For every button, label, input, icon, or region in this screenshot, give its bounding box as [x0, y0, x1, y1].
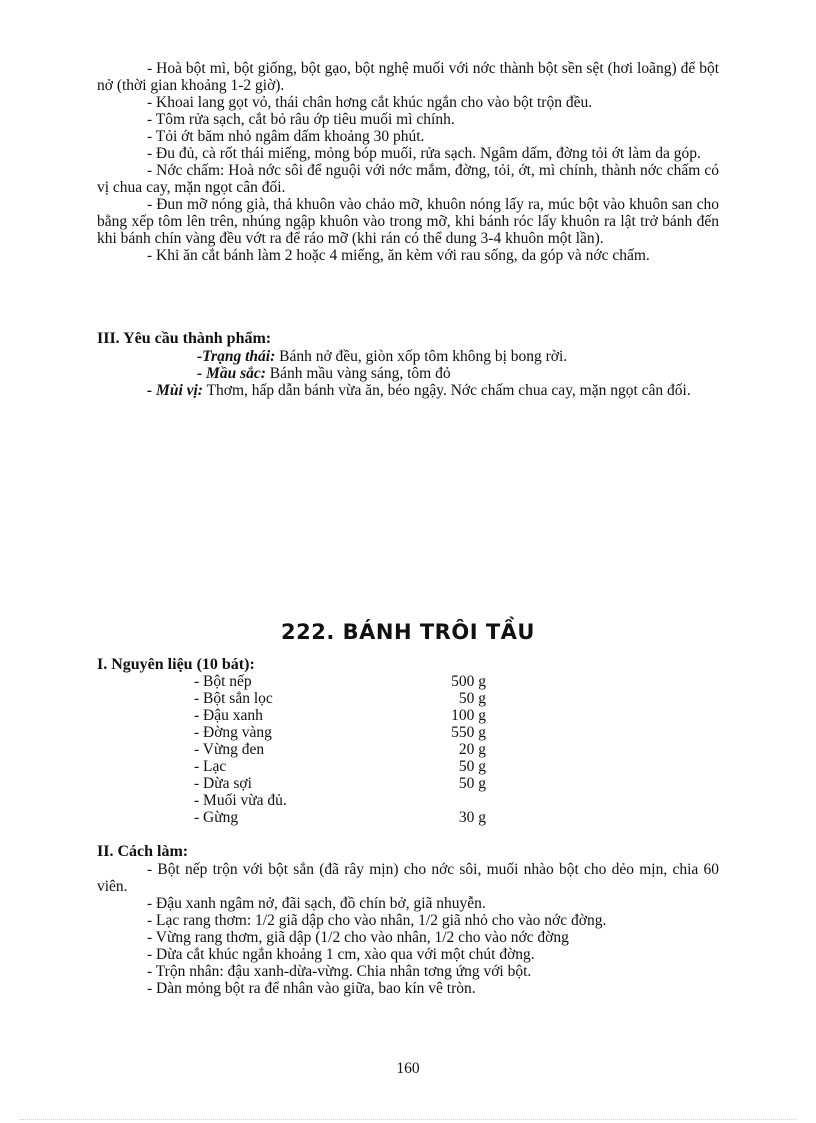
method-step: - Dàn mỏng bột ra để nhân vào giữa, bao kín vê tròn. [147, 980, 476, 997]
step-paragraph: - Đun mỡ nóng già, thả khuôn vào chảo mỡ, khuôn nóng lấy ra, múc bột vào khuôn san cho bằng xếp tôm lên trên, nhúng ngập khuôn vào trong mỡ, khi bánh róc lấy khuôn ra lật trở bánh đến khi bánh chín vàng đều vớt ra để ráo mỡ (khi rán có thể dung 3-4 khuôn một lần). [97, 196, 719, 247]
ingredient-qty: 50 g [458, 758, 486, 775]
ingredient-name: - Dừa sợi [194, 775, 252, 792]
recipe-title: 222. BÁNH TRÔI TẦU [281, 620, 535, 644]
ingredient-row [194, 724, 494, 741]
method-step: - Đậu xanh ngâm nở, đãi sạch, đồ chín bở, giã nhuyễn. [147, 895, 486, 912]
requirement-color [97, 365, 719, 382]
ingredient-qty: 20 g [458, 741, 486, 758]
ingredient-name: - Vừng đen [194, 741, 265, 758]
ingredient-name: - Muối vừa đủ. [194, 792, 287, 809]
requirement-taste [97, 382, 719, 399]
ingredient-qty: 50 g [458, 690, 486, 707]
ingredient-qty: 550 g [451, 724, 486, 741]
ingredient-row [194, 809, 494, 826]
method-step: - Trộn nhân: đậu xanh-dừa-vừng. Chia nhân tơng ứng với bột. [147, 963, 532, 980]
requirements-heading: III. Yêu cầu thành phẩm: [97, 330, 272, 347]
ingredient-row [194, 775, 494, 792]
requirement-state [97, 348, 719, 365]
ingredient-row [194, 741, 494, 758]
step-paragraph: - Nớc chấm: Hoà nớc sôi để nguội với nớc mắm, đờng, tỏi, ớt, mì chính, thành nớc chấm có vị chua cay, mặn ngọt cân đối. [97, 162, 719, 196]
step-paragraph: - Khoai lang gọt vỏ, thái chân hơng cắt khúc ngắn cho vào bột trộn đều. [147, 94, 593, 111]
requirement-text: Bánh mầu vàng sáng, tôm đỏ [265, 365, 451, 382]
ingredient-name: - Đậu xanh [194, 707, 263, 724]
method-step: - Lạc rang thơm: 1/2 giã dập cho vào nhân, 1/2 giã nhỏ cho vào nớc đờng. [147, 912, 607, 929]
ingredient-qty [414, 792, 486, 809]
ingredient-name: - Đờng vàng [194, 724, 272, 741]
requirement-label: -Trạng thái: [197, 348, 276, 365]
ingredient-row [194, 792, 494, 809]
page-number: 160 [396, 1060, 420, 1077]
ingredient-row [194, 690, 494, 707]
ingredient-qty: 50 g [458, 775, 486, 792]
method-step: - Bột nếp trộn với bột sắn (đã rây mịn) cho nớc sôi, muối nhào bột cho dẻo mịn, chia 60 viên. [97, 861, 719, 895]
top-steps [97, 60, 719, 264]
method-step: - Dừa cắt khúc ngắn khoảng 1 cm, xào qua với một chút đờng. [147, 946, 535, 963]
bottom-divider [20, 1119, 796, 1121]
method-heading: II. Cách làm: [97, 843, 189, 860]
ingredients-heading: I. Nguyên liệu (10 bát): [97, 656, 255, 673]
requirement-text: Thơm, hấp dẫn bánh vừa ăn, béo ngậy. Nớc chấm chua cay, mặn ngọt cân đối. [202, 382, 691, 399]
ingredient-name: - Bột sắn lọc [194, 690, 273, 707]
step-paragraph: - Khi ăn cắt bánh làm 2 hoặc 4 miếng, ăn kèm với rau sống, da góp và nớc chấm. [147, 247, 650, 264]
ingredient-row [194, 673, 494, 690]
ingredient-name: - Gừng [194, 809, 239, 826]
ingredient-row [194, 758, 494, 775]
step-paragraph: - Tỏi ớt băm nhỏ ngâm dấm khoảng 30 phút. [147, 128, 425, 145]
requirement-text: Bánh nở đều, giòn xốp tôm không bị bong rời. [275, 348, 568, 365]
step-paragraph: - Đu đủ, cà rốt thái miếng, mỏng bóp muối, rửa sạch. Ngâm dấm, đờng tỏi ớt làm da góp. [147, 145, 701, 162]
requirement-label: - Mầu sắc: [197, 365, 266, 382]
ingredients-section [97, 656, 497, 674]
method-section [97, 843, 719, 997]
ingredient-qty: 500 g [451, 673, 486, 690]
step-paragraph: - Hoà bột mì, bột giống, bột gạo, bột nghệ muối với nớc thành bột sền sệt (hơi loãng) để bột nở (thời gian khoảng 1-2 giờ). [97, 60, 719, 94]
requirement-label: - Mùi vị: [147, 382, 203, 399]
ingredient-qty: 100 g [451, 707, 486, 724]
ingredient-name: - Lạc [194, 758, 227, 775]
ingredient-row [194, 707, 494, 724]
ingredient-list [194, 673, 494, 826]
ingredient-qty: 30 g [458, 809, 486, 826]
step-paragraph: - Tôm rửa sạch, cắt bỏ râu ớp tiêu muối mì chính. [147, 111, 455, 128]
requirements-section [97, 330, 719, 399]
method-step: - Vừng rang thơm, giã dập (1/2 cho vào nhân, 1/2 cho vào nớc đờng [147, 929, 569, 946]
ingredient-name: - Bột nếp [194, 673, 252, 690]
